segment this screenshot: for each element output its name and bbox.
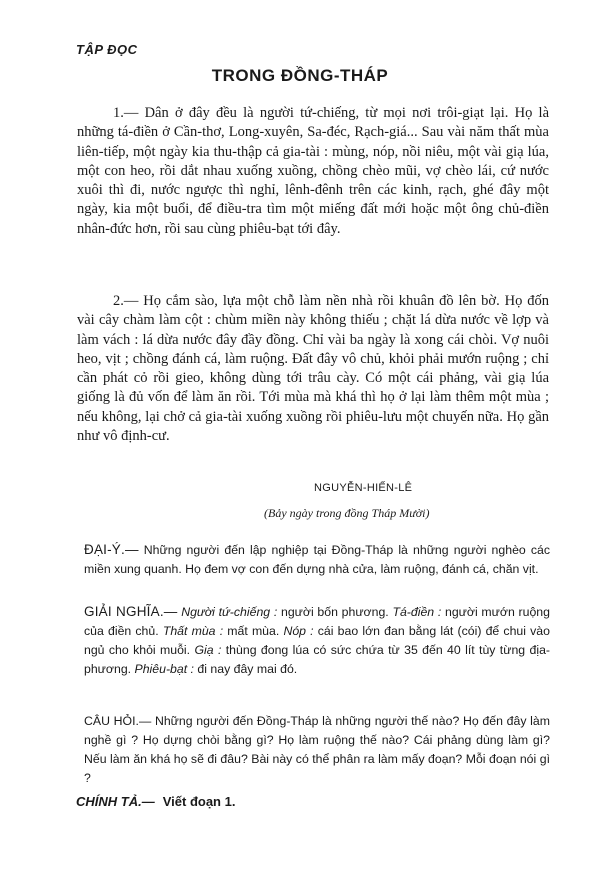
section-header: TẬP ĐỌC <box>76 42 138 57</box>
vocab-definition: cái bao lớn đan bằng lát (cói) để chui vào ngủ cho khỏi muỗi. <box>84 624 550 657</box>
vocab-definition: người mướn ruộng của điền chủ. <box>84 605 550 638</box>
main-idea-text: Những người đến lập nghiệp tại Đồng-Tháp là những người nghèo các miền xung quanh. Họ đem vợ con đến dựng nhà cửa, làm ruộng, đánh cá, chăn vịt. <box>84 543 550 576</box>
questions-section <box>84 712 550 788</box>
main-idea-section <box>84 540 550 579</box>
vocab-definition: đi nay đây mai đó. <box>193 662 298 676</box>
vocab-term: Phiêu-bạt : <box>134 662 194 676</box>
vocabulary-label: GIẢI NGHĨA.— <box>84 604 178 619</box>
dictation-section <box>76 794 235 809</box>
vocab-term: Thất mùa : <box>162 624 224 638</box>
vocab-definition: thùng đong lúa có sức chứa từ 35 đến 40 lít tùy từng địa-phương. <box>84 643 550 676</box>
questions-text: Những người đến Đồng-Tháp là những người thế nào? Họ đến đây làm nghề gì ? Họ dựng chòi bằng gì? Họ làm ruộng thế nào? Cái phảng dùng làm gì? Nếu làm ăn khá họ sẽ đi đâu? Bài này có thể phân ra làm mấy đoạn? Mỗi đoạn nói gì ? <box>84 714 550 785</box>
vocab-definition: người bốn phương. <box>277 605 393 619</box>
author-name: NGUYỄN-HIẾN-LÊ <box>314 482 413 494</box>
vocab-term: Nóp : <box>283 624 314 638</box>
page-title: TRONG ĐỒNG-THÁP <box>211 66 389 85</box>
vocab-definition: mất mùa. <box>223 624 284 638</box>
source-citation: (Bảy ngày trong đồng Tháp Mười) <box>264 506 430 520</box>
reading-paragraph-1: 1.— Dân ở đây đều là người tứ-chiếng, từ mọi nơi trôi-giạt lại. Họ là những tá-điền ở Cần-thơ, Long-xuyên, Sa-đéc, Rạch-giá... Sau vài năm thất mùa liên-tiếp, một ngày kia thu-thập cả gia-tài : mùng, nóp, nồi niêu, một vài giạ lúa, một con heo, rồi dắt nhau xuống xuồng, chồng chèo mũi, vợ chèo lái, cứ nước xuôi thì đi, nước ngược thì nghỉ, lênh-đênh trên các kinh, rạch, ghé đây một ngày, kia một buổi, để điều-tra tìm một miếng đất mới hoặc một ông chủ-điền nhân-đức hơn, rồi sau cùng phiêu-bạt tới đây. <box>77 105 549 237</box>
dictation-label: CHÍNH TẢ.— <box>76 794 155 809</box>
vocabulary-section <box>84 602 550 679</box>
dictation-text: Viết đoạn 1. <box>162 794 236 809</box>
questions-label: CÂU HỎI.— <box>84 714 152 728</box>
main-idea-label: ĐẠI-Ý.— <box>84 542 139 557</box>
vocab-term: Người tứ-chiếng : <box>181 605 278 619</box>
vocab-term: Giạ : <box>194 643 222 657</box>
reading-paragraph-2: 2.— Họ cắm sào, lựa một chỗ làm nền nhà rồi khuân đồ lên bờ. Họ đốn vài cây chàm làm cột : chùm miền này không thiếu ; chặt lá dừa nước về lợp và làm vách : lá dừa nước đây đầy đồng. Chỉ vài ba ngày là xong cái chòi. Vợ nuôi heo, vịt ; chồng đánh cá, làm ruộng. Đất đây vô chủ, khỏi phải mướn ruộng ; chỉ cần phát cỏ rồi gieo, không dùng tới trâu cày. Có một cái phảng, vài giạ lúa giống là đủ vốn để làm ăn rồi. Tới mùa mà khá thì họ ở lại làm thêm một mùa ; nếu không, lại chở cả gia-tài xuống xuồng rồi phiêu-lưu một chuyến nữa. Họ gần như vô định-cư. <box>77 293 549 445</box>
vocab-term: Tá-điền : <box>392 605 442 619</box>
